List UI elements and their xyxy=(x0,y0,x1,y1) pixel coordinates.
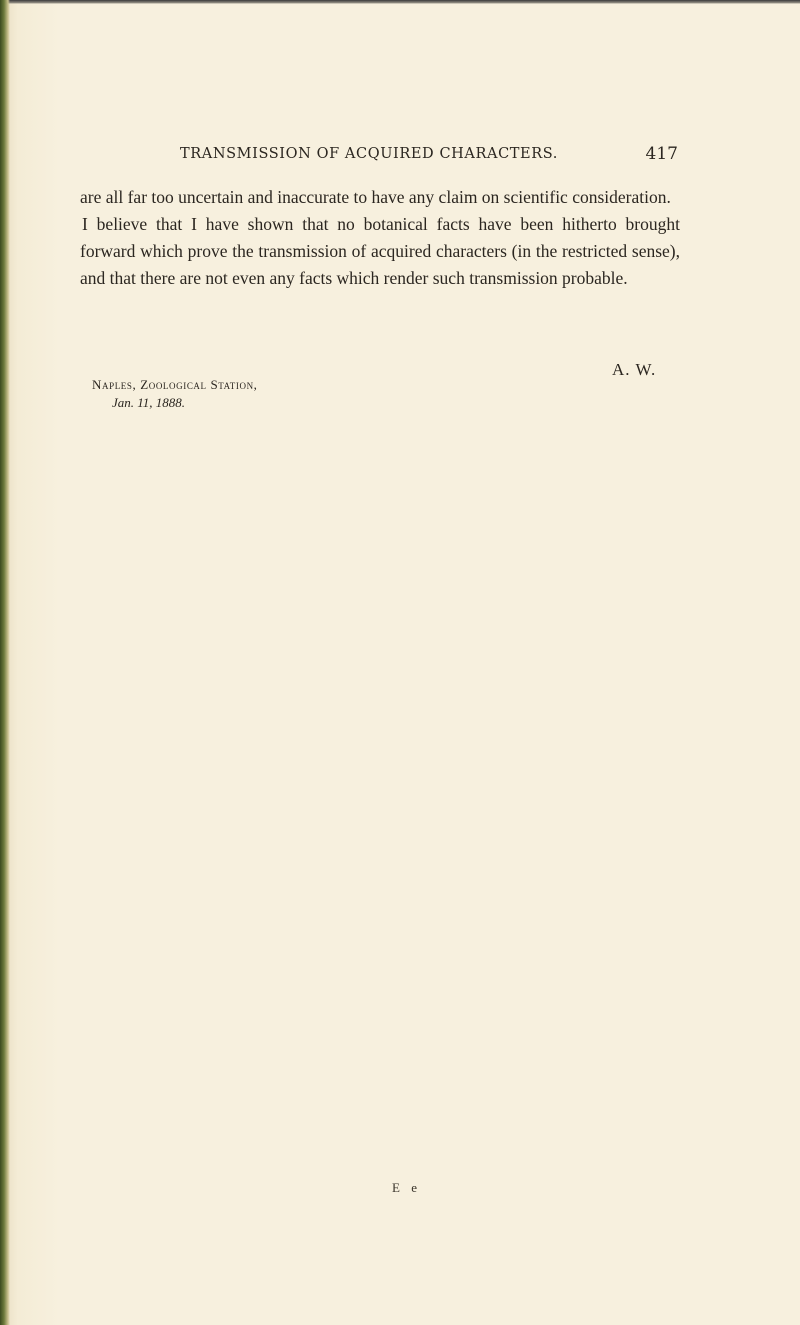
binding-gutter xyxy=(0,0,10,1325)
body-text xyxy=(80,184,680,292)
printer-signature-mark: E e xyxy=(392,1180,421,1195)
page-number: 417 xyxy=(645,144,678,164)
running-head xyxy=(180,146,684,168)
dateline xyxy=(92,376,258,412)
running-title: TRANSMISSION OF ACQUIRED CHARACTERS. xyxy=(180,146,558,162)
paragraph-conclusion: I believe that I have shown that no botanical facts have been hitherto brought forward which prove the transmission of acquired characters (in the restricted sense), and that there are not even any facts which render such transmission probable. xyxy=(80,214,680,288)
dateline-date: Jan. 11, 1888. xyxy=(112,395,186,410)
dateline-place: Naples, Zoological Station, xyxy=(92,377,258,392)
page-top-edge xyxy=(0,0,800,4)
paragraph-continuation: are all far too uncertain and inaccurate to have any claim on scientific consideration. xyxy=(80,187,671,207)
author-initials: A. W. xyxy=(612,360,657,379)
